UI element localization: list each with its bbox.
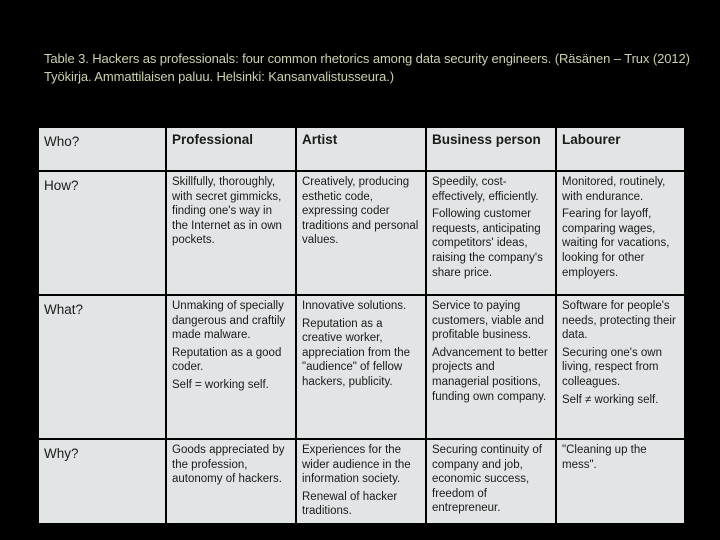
- cell-text: Following customer requests, anticipating competitors' ideas, raising the company's share price.: [432, 208, 543, 279]
- cell-text: Securing one's own living, respect from colleagues.: [562, 346, 663, 388]
- table-caption: Table 3. Hackers as professionals: four common rhetorics among data security engineers. (Räsänen – Trux (2012) Työkirja. Ammattilaisen paluu. Helsinki: Kansanvalistusseura.): [44, 51, 690, 84]
- cell-how-business-person: [426, 171, 556, 295]
- cell-what-labourer: [556, 295, 685, 439]
- cell-text: Skillfully, thoroughly, with secret gimmicks, finding one's way in the Internet as in own pockets.: [172, 176, 282, 247]
- cell-text: Service to paying customers, viable and profitable business.: [432, 300, 544, 342]
- column-header-labourer: Labourer: [556, 127, 685, 171]
- cell-why-business-person: [426, 439, 556, 524]
- cell-text: Reputation as a good coder.: [172, 346, 282, 374]
- cell-why-artist: [296, 439, 426, 524]
- cell-what-professional: [166, 295, 296, 439]
- cell-text: Reputation as a creative worker, appreciation from the "audience" of fellow hackers, publicity.: [302, 317, 411, 388]
- table-row-what: [38, 295, 685, 439]
- cell-text: Self ≠ working self.: [562, 393, 659, 406]
- cell-text: Renewal of hacker traditions.: [302, 490, 398, 518]
- cell-why-labourer: [556, 439, 685, 524]
- rhetorics-table: [37, 126, 686, 525]
- cell-how-labourer: [556, 171, 685, 295]
- row-label-how: How?: [38, 171, 166, 295]
- cell-text: "Cleaning up the mess".: [562, 444, 647, 471]
- column-header-professional: Professional: [166, 127, 296, 171]
- cell-why-professional: [166, 439, 296, 524]
- cell-what-artist: [296, 295, 426, 439]
- column-header-artist: Artist: [296, 127, 426, 171]
- cell-text: Goods appreciated by the profession, autonomy of hackers.: [172, 444, 285, 486]
- column-header-business-person: Business person: [426, 127, 556, 171]
- cell-what-business-person: [426, 295, 556, 439]
- cell-text: Securing continuity of company and job, economic success, freedom of entrepreneur.: [432, 444, 542, 515]
- cell-text: Creatively, producing esthetic code, expressing coder traditions and personal values.: [302, 176, 419, 247]
- cell-text: Monitored, routinely, with endurance.: [562, 176, 666, 203]
- header-label-who: Who?: [38, 127, 166, 171]
- cell-text: Speedily, cost-effectively, efficiently.: [432, 176, 539, 203]
- row-label-what: What?: [38, 295, 166, 439]
- table-row-how: [38, 171, 685, 295]
- cell-text: Software for people's needs, protecting their data.: [562, 300, 676, 342]
- cell-text: Self = working self.: [172, 378, 269, 391]
- cell-text: Innovative solutions.: [302, 300, 407, 312]
- row-label-why: Why?: [38, 439, 166, 524]
- table-header-row: [38, 127, 685, 171]
- cell-text: Advancement to better projects and managerial positions, funding own company.: [432, 346, 548, 403]
- cell-text: Fearing for layoff, comparing wages, waiting for vacations, looking for other employers.: [562, 208, 670, 279]
- cell-how-professional: [166, 171, 296, 295]
- cell-how-artist: [296, 171, 426, 295]
- table-row-why: [38, 439, 685, 524]
- cell-text: Experiences for the wider audience in the information society.: [302, 444, 411, 486]
- cell-text: Unmaking of specially dangerous and craftily made malware.: [172, 300, 286, 342]
